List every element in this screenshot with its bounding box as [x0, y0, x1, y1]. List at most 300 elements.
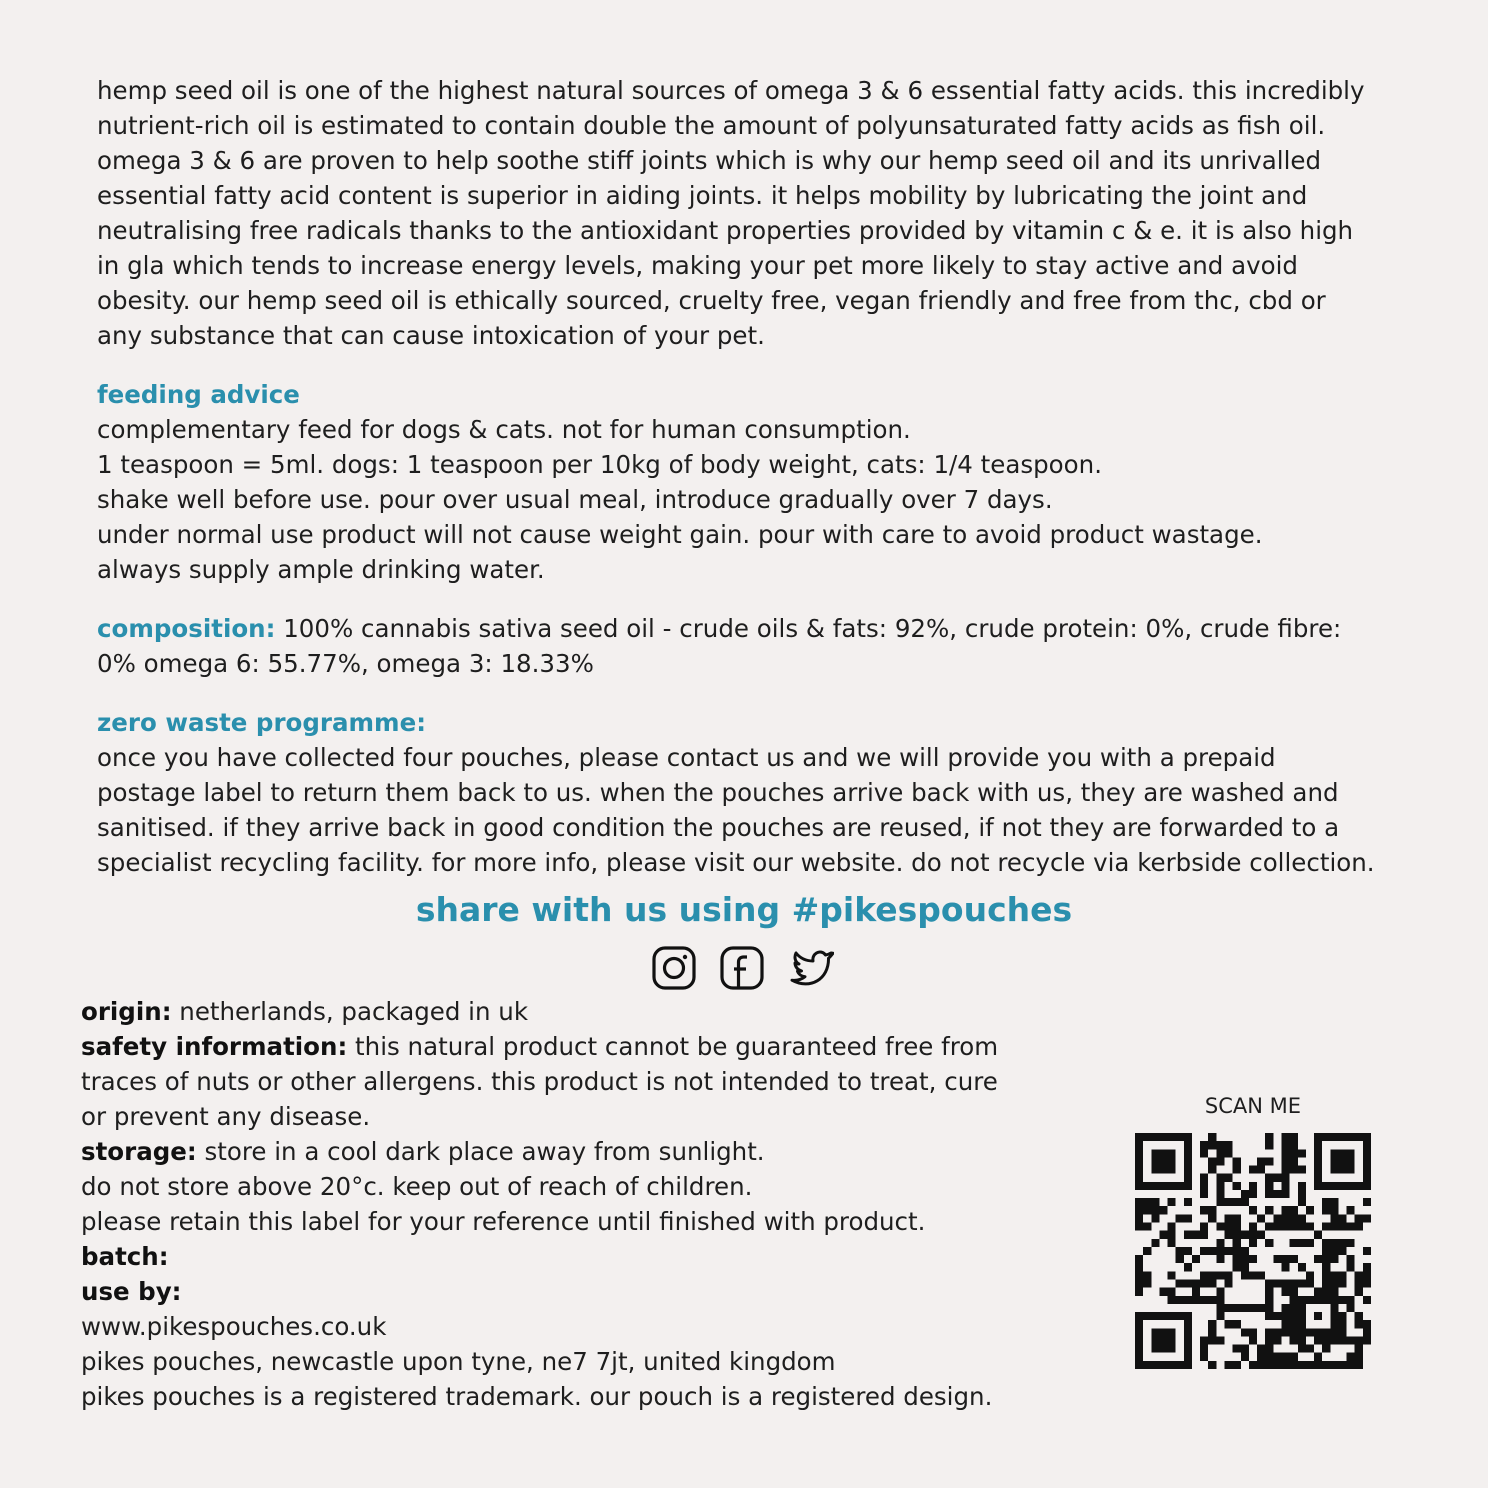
qr-module: [1314, 1231, 1322, 1239]
qr-module: [1273, 1328, 1281, 1336]
qr-module: [1330, 1239, 1338, 1247]
qr-module: [1265, 1239, 1273, 1247]
qr-module: [1233, 1166, 1241, 1174]
qr-module: [1192, 1255, 1200, 1263]
qr-module: [1257, 1271, 1265, 1279]
qr-module: [1322, 1345, 1330, 1353]
qr-module: [1225, 1231, 1233, 1239]
qr-module: [1159, 1206, 1167, 1214]
qr-module: [1347, 1206, 1355, 1214]
zero-waste-line: postage label to return them back to us. when the pouches arrive back with us, they are washed and: [97, 778, 1339, 807]
storage-line: [81, 1134, 1061, 1169]
qr-module: [1330, 1288, 1338, 1296]
qr-module: [1281, 1263, 1289, 1271]
qr-module: [1151, 1328, 1175, 1352]
feeding-line: complementary feed for dogs & cats. not for human consumption.: [97, 415, 911, 444]
qr-module: [1265, 1353, 1273, 1361]
qr-module: [1249, 1223, 1257, 1231]
qr-module: [1135, 1271, 1143, 1279]
qr-module: [1281, 1141, 1289, 1149]
qr-module: [1298, 1223, 1306, 1231]
qr-module: [1338, 1320, 1346, 1328]
qr-module: [1249, 1361, 1257, 1369]
qr-module: [1176, 1214, 1184, 1222]
feeding-advice-heading: feeding advice: [97, 380, 300, 409]
qr-module: [1241, 1198, 1249, 1206]
qr-module: [1338, 1247, 1346, 1255]
qr-module: [1151, 1198, 1159, 1206]
qr-module: [1330, 1247, 1338, 1255]
qr-module: [1216, 1141, 1224, 1149]
qr-module: [1151, 1206, 1159, 1214]
qr-module: [1363, 1279, 1371, 1287]
qr-module: [1265, 1361, 1273, 1369]
qr-module: [1208, 1320, 1216, 1328]
qr-module: [1200, 1174, 1208, 1182]
qr-module: [1290, 1157, 1298, 1165]
qr-module: [1273, 1255, 1281, 1263]
qr-module: [1273, 1190, 1281, 1198]
qr-module: [1298, 1263, 1306, 1271]
qr-module: [1216, 1312, 1224, 1320]
qr-module: [1168, 1223, 1176, 1231]
qr-module: [1355, 1223, 1363, 1231]
qr-module: [1225, 1214, 1233, 1222]
qr-module: [1249, 1271, 1257, 1279]
qr-module: [1184, 1231, 1192, 1239]
zero-waste-line: sanitised. if they arrive back in good condition the pouches are reused, if not they are forwarded to a: [97, 813, 1340, 842]
qr-module: [1225, 1141, 1233, 1149]
qr-module: [1265, 1133, 1273, 1141]
batch-line: [81, 1239, 1061, 1274]
qr-module: [1225, 1149, 1233, 1157]
qr-module: [1290, 1206, 1298, 1214]
qr-module: [1363, 1214, 1371, 1222]
qr-module: [1265, 1312, 1273, 1320]
qr-module: [1233, 1182, 1241, 1190]
qr-module: [1306, 1223, 1314, 1231]
qr-module: [1200, 1296, 1208, 1304]
qr-module: [1200, 1279, 1208, 1287]
qr-module: [1363, 1336, 1371, 1344]
qr-module: [1233, 1231, 1241, 1239]
qr-module: [1265, 1190, 1273, 1198]
qr-module: [1208, 1206, 1216, 1214]
qr-module: [1265, 1288, 1273, 1296]
qr-module: [1192, 1279, 1200, 1287]
qr-module: [1159, 1288, 1167, 1296]
qr-module: [1298, 1361, 1306, 1369]
qr-module: [1241, 1263, 1249, 1271]
qr-module: [1265, 1157, 1273, 1165]
qr-module: [1306, 1206, 1314, 1214]
qr-module: [1135, 1223, 1143, 1231]
qr-module: [1265, 1206, 1273, 1214]
qr-module: [1233, 1239, 1241, 1247]
zero-waste-line: specialist recycling facility. for more info, please visit our website. do not recycle via kerbside collection.: [97, 848, 1375, 877]
qr-module: [1143, 1279, 1151, 1287]
qr-module: [1338, 1312, 1346, 1320]
facebook-icon[interactable]: [718, 945, 766, 991]
qr-module: [1338, 1336, 1346, 1344]
qr-module: [1306, 1361, 1314, 1369]
qr-module: [1330, 1361, 1338, 1369]
storage-label: storage:: [81, 1137, 197, 1166]
qr-module: [1200, 1353, 1208, 1361]
qr-module: [1281, 1312, 1289, 1320]
qr-module: [1363, 1296, 1371, 1304]
storage-value: store in a cool dark place away from sunlight.: [196, 1137, 765, 1166]
qr-module: [1290, 1223, 1298, 1231]
qr-module: [1249, 1206, 1257, 1214]
qr-module: [1208, 1328, 1216, 1336]
qr-module: [1249, 1239, 1257, 1247]
product-description: [97, 73, 1417, 880]
qr-module: [1281, 1166, 1289, 1174]
safety-value: this natural product cannot be guaranteed free from: [347, 1032, 999, 1061]
qr-module: [1233, 1247, 1241, 1255]
qr-module: [1257, 1231, 1265, 1239]
qr-module: [1347, 1353, 1355, 1361]
qr-module: [1151, 1214, 1159, 1222]
trademark-line: pikes pouches is a registered trademark. our pouch is a registered design.: [81, 1382, 993, 1411]
qr-module: [1241, 1328, 1249, 1336]
qr-module: [1216, 1271, 1224, 1279]
qr-module: [1330, 1271, 1338, 1279]
qr-module: [1257, 1157, 1265, 1165]
qr-module: [1249, 1255, 1257, 1263]
qr-module: [1208, 1166, 1216, 1174]
qr-module: [1200, 1345, 1208, 1353]
qr-module: [1330, 1214, 1338, 1222]
qr-module: [1143, 1271, 1151, 1279]
qr-module: [1281, 1206, 1289, 1214]
qr-module: [1330, 1198, 1338, 1206]
qr-module: [1208, 1336, 1216, 1344]
safety-line: or prevent any disease.: [81, 1102, 371, 1131]
qr-module: [1290, 1312, 1298, 1320]
qr-module: [1176, 1247, 1184, 1255]
qr-module: [1322, 1255, 1330, 1263]
qr-module: [1200, 1231, 1208, 1239]
qr-module: [1322, 1263, 1330, 1271]
intro-line: obesity. our hemp seed oil is ethically sourced, cruelty free, vegan friendly and free from thc, cbd or: [97, 286, 1326, 315]
qr-module: [1200, 1223, 1208, 1231]
qr-module: [1290, 1328, 1298, 1336]
qr-module: [1135, 1214, 1143, 1222]
qr-module: [1176, 1296, 1184, 1304]
qr-module: [1192, 1296, 1200, 1304]
qr-module: [1184, 1198, 1192, 1206]
qr-module: [1168, 1198, 1176, 1206]
qr-module: [1135, 1263, 1143, 1271]
qr-module: [1168, 1239, 1176, 1247]
qr-module: [1208, 1361, 1216, 1369]
qr-module: [1347, 1255, 1355, 1263]
qr-module: [1273, 1336, 1281, 1344]
qr-module: [1257, 1214, 1265, 1222]
qr-module: [1363, 1247, 1371, 1255]
qr-module: [1216, 1296, 1224, 1304]
composition-line: 0% omega 6: 55.77%, omega 3: 18.33%: [97, 649, 594, 678]
qr-module: [1281, 1223, 1289, 1231]
qr-module: [1306, 1271, 1314, 1279]
qr-module: [1347, 1223, 1355, 1231]
qr-module: [1184, 1296, 1192, 1304]
qr-module: [1281, 1304, 1289, 1312]
qr-module: [1233, 1157, 1241, 1165]
feeding-line: under normal use product will not cause weight gain. pour with care to avoid product wastage.: [97, 520, 1263, 549]
qr-module: [1298, 1198, 1306, 1206]
qr-module: [1281, 1279, 1289, 1287]
qr-module: [1281, 1182, 1289, 1190]
qr-module: [1322, 1247, 1330, 1255]
qr-module: [1363, 1198, 1371, 1206]
qr-module: [1290, 1336, 1298, 1344]
qr-module: [1290, 1288, 1298, 1296]
qr-module: [1233, 1361, 1241, 1369]
qr-module: [1241, 1255, 1249, 1263]
use-by-line: [81, 1274, 1061, 1309]
zero-waste-line: once you have collected four pouches, please contact us and we will provide you with a prepaid: [97, 743, 1276, 772]
qr-module: [1225, 1361, 1233, 1369]
qr-module: [1314, 1353, 1322, 1361]
qr-module: [1322, 1288, 1330, 1296]
qr-module: [1143, 1247, 1151, 1255]
composition-text: 100% cannabis sativa seed oil - crude oils & fats: 92%, crude protein: 0%, crude fibre:: [275, 614, 1342, 643]
qr-module: [1330, 1223, 1338, 1231]
qr-module: [1135, 1198, 1143, 1206]
qr-module: [1200, 1149, 1208, 1157]
qr-module: [1298, 1190, 1306, 1198]
qr-module: [1298, 1345, 1306, 1353]
qr-module: [1281, 1255, 1289, 1263]
qr-module: [1200, 1271, 1208, 1279]
qr-module: [1143, 1223, 1151, 1231]
composition-line: [97, 611, 1417, 646]
qr-module: [1249, 1190, 1257, 1198]
qr-module: [1216, 1157, 1224, 1165]
feeding-line: shake well before use. pour over usual meal, introduce gradually over 7 days.: [97, 485, 1053, 514]
qr-module: [1233, 1255, 1241, 1263]
qr-module: [1257, 1345, 1265, 1353]
qr-module: [1265, 1223, 1273, 1231]
qr-module: [1135, 1206, 1143, 1214]
qr-module: [1168, 1231, 1176, 1239]
qr-module: [1216, 1198, 1224, 1206]
qr-module: [1290, 1320, 1298, 1328]
zero-waste-heading: zero waste programme:: [97, 708, 427, 737]
qr-module: [1338, 1271, 1346, 1279]
qr-module: [1233, 1304, 1241, 1312]
qr-module: [1143, 1198, 1151, 1206]
qr-module: [1338, 1279, 1346, 1287]
qr-module: [1241, 1271, 1249, 1279]
origin-value: netherlands, packaged in uk: [171, 997, 529, 1026]
qr-module: [1135, 1255, 1143, 1263]
qr-module: [1290, 1304, 1298, 1312]
qr-module: [1355, 1361, 1363, 1369]
qr-module: [1225, 1304, 1233, 1312]
qr-module: [1143, 1206, 1151, 1214]
qr-module: [1298, 1239, 1306, 1247]
qr-module: [1290, 1214, 1298, 1222]
social-icons: [650, 945, 840, 991]
qr-module: [1281, 1353, 1289, 1361]
qr-module: [1290, 1296, 1298, 1304]
qr-module: [1273, 1214, 1281, 1222]
qr-module: [1290, 1133, 1298, 1141]
qr-module: [1298, 1182, 1306, 1190]
qr-module: [1273, 1279, 1281, 1287]
qr-module: [1314, 1336, 1322, 1344]
qr-module: [1265, 1345, 1273, 1353]
qr-module: [1281, 1157, 1289, 1165]
qr-module: [1216, 1247, 1224, 1255]
qr-module: [1338, 1296, 1346, 1304]
qr-module: [1330, 1149, 1354, 1173]
qr-module: [1200, 1247, 1208, 1255]
qr-module: [1241, 1231, 1249, 1239]
qr-module: [1273, 1353, 1281, 1361]
qr-module: [1159, 1231, 1167, 1239]
qr-module: [1314, 1312, 1322, 1320]
qr-module: [1290, 1353, 1298, 1361]
qr-module: [1233, 1198, 1241, 1206]
qr-module: [1290, 1255, 1298, 1263]
qr-module: [1168, 1288, 1176, 1296]
qr-module: [1363, 1320, 1371, 1328]
qr-module: [1257, 1166, 1265, 1174]
intro-line: in gla which tends to increase energy levels, making your pet more likely to stay active and avoid: [97, 251, 1298, 280]
qr-module: [1208, 1214, 1216, 1222]
qr-module: [1184, 1263, 1192, 1271]
qr-module: [1241, 1304, 1249, 1312]
qr-module: [1176, 1279, 1184, 1287]
qr-module: [1273, 1174, 1281, 1182]
qr-module: [1208, 1296, 1216, 1304]
instagram-icon[interactable]: [650, 945, 698, 991]
intro-line: nutrient-rich oil is estimated to contain double the amount of polyunsaturated fatty acids as fish oil.: [97, 111, 1326, 140]
qr-module: [1265, 1141, 1273, 1149]
qr-module: [1347, 1296, 1355, 1304]
qr-module: [1135, 1288, 1143, 1296]
qr-module: [1216, 1174, 1224, 1182]
qr-module: [1249, 1166, 1257, 1174]
qr-module: [1281, 1288, 1289, 1296]
qr-module: [1249, 1182, 1257, 1190]
origin-line: [81, 994, 1061, 1029]
qr-module: [1225, 1174, 1233, 1182]
qr-module: [1241, 1247, 1249, 1255]
qr-module: [1355, 1312, 1363, 1320]
use-by-label: use by:: [81, 1277, 182, 1306]
qr-module: [1330, 1336, 1338, 1344]
safety-line: traces of nuts or other allergens. this product is not intended to treat, cure: [81, 1067, 998, 1096]
qr-module: [1281, 1174, 1289, 1182]
twitter-icon[interactable]: [786, 945, 834, 991]
qr-module: [1355, 1288, 1363, 1296]
qr-module: [1298, 1214, 1306, 1222]
qr-module: [1355, 1271, 1363, 1279]
qr-module: [1225, 1198, 1233, 1206]
qr-module: [1363, 1271, 1371, 1279]
qr-module: [1265, 1328, 1273, 1336]
qr-module: [1265, 1174, 1273, 1182]
qr-module: [1208, 1141, 1216, 1149]
qr-module: [1355, 1320, 1363, 1328]
qr-module: [1281, 1133, 1289, 1141]
qr-module: [1330, 1279, 1338, 1287]
qr-module: [1347, 1263, 1355, 1271]
safety-line: [81, 1029, 1061, 1064]
qr-module: [1281, 1149, 1289, 1157]
qr-module: [1363, 1263, 1371, 1271]
qr-module: [1208, 1271, 1216, 1279]
composition-heading: composition:: [97, 614, 276, 643]
qr-module: [1225, 1320, 1233, 1328]
qr-module: [1257, 1304, 1265, 1312]
intro-line: hemp seed oil is one of the highest natural sources of omega 3 & 6 essential fatty acids. this incredibly: [97, 76, 1365, 105]
qr-module: [1330, 1206, 1338, 1214]
qr-module: [1135, 1279, 1143, 1287]
qr-module: [1347, 1361, 1355, 1369]
qr-module: [1225, 1223, 1233, 1231]
share-hashtag: share with us using #pikespouches: [415, 890, 1073, 929]
qr-module: [1200, 1141, 1208, 1149]
qr-module: [1265, 1296, 1273, 1304]
qr-module: [1216, 1288, 1224, 1296]
qr-module: [1208, 1279, 1216, 1287]
qr-module: [1298, 1336, 1306, 1344]
qr-module: [1290, 1279, 1298, 1287]
feeding-line: always supply ample drinking water.: [97, 555, 545, 584]
qr-module: [1322, 1271, 1330, 1279]
qr-module: [1347, 1304, 1355, 1312]
intro-line: omega 3 & 6 are proven to help soothe stiff joints which is why our hemp seed oil and its unrivalled: [97, 146, 1322, 175]
qr-module: [1298, 1149, 1306, 1157]
qr-module: [1314, 1255, 1322, 1263]
qr-module: [1192, 1231, 1200, 1239]
qr-module: [1225, 1271, 1233, 1279]
qr-module: [1281, 1214, 1289, 1222]
qr-module: [1216, 1336, 1224, 1344]
qr-module: [1338, 1361, 1346, 1369]
qr-module: [1249, 1304, 1257, 1312]
website-link[interactable]: www.pikespouches.co.uk: [81, 1312, 387, 1341]
qr-module: [1330, 1255, 1338, 1263]
qr-module: [1265, 1336, 1273, 1344]
qr-module: [1200, 1182, 1208, 1190]
qr-module: [1200, 1206, 1208, 1214]
qr-module: [1249, 1328, 1257, 1336]
qr-code[interactable]: [1135, 1133, 1371, 1369]
qr-module: [1347, 1239, 1355, 1247]
qr-module: [1281, 1361, 1289, 1369]
scan-me-label: SCAN ME: [1204, 1094, 1302, 1118]
qr-module: [1176, 1255, 1184, 1263]
qr-module: [1347, 1336, 1355, 1344]
qr-module: [1200, 1190, 1208, 1198]
qr-module: [1257, 1361, 1265, 1369]
origin-label: origin:: [81, 997, 172, 1026]
qr-module: [1338, 1328, 1346, 1336]
qr-module: [1290, 1141, 1298, 1149]
qr-module: [1306, 1239, 1314, 1247]
qr-module: [1233, 1320, 1241, 1328]
qr-module: [1225, 1247, 1233, 1255]
qr-module: [1298, 1166, 1306, 1174]
